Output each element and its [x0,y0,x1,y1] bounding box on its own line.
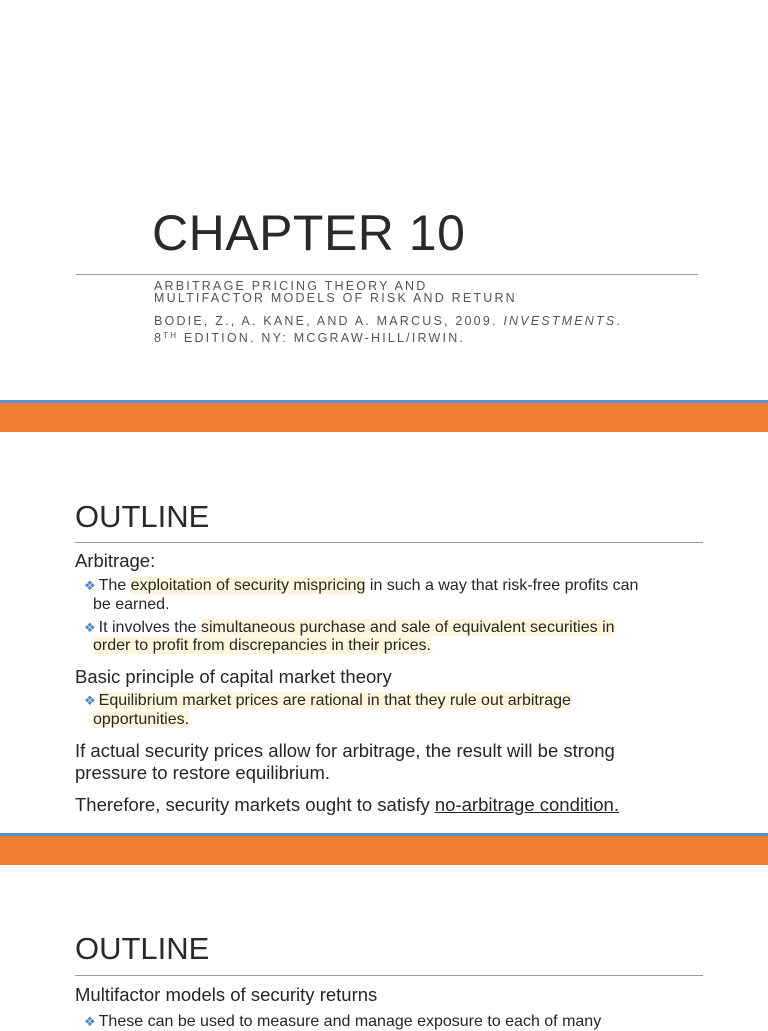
highlight-simultaneous: simultaneous purchase and sale of equivalent securities in [200,619,615,636]
citation-book-title: INVESTMENTS [503,314,617,328]
citation-line [154,315,622,327]
edition-publisher: EDITION. NY: MCGRAW-HILL/IRWIN. [178,331,466,345]
diamond-bullet-icon: ❖ [84,1014,96,1029]
highlight-mispricing: exploitation of security mispricing [130,577,366,594]
subtitle-line-1: ARBITRAGE PRICING THEORY AND [154,279,428,293]
arbitrage-bullet-1-cont: be earned. [93,596,170,613]
principle-heading: Basic principle of capital market theory [75,666,392,687]
no-arbitrage-line: Therefore, security markets ought to satisfy no-arbitrage condition. [75,794,619,815]
edition-number: 8 [154,331,164,345]
outline-divider [75,542,703,543]
outline-title: OUTLINE [75,499,210,534]
outline-title-2: OUTLINE [75,931,210,966]
multifactor-bullet-1: ❖ These can be used to measure and manage exposure to each of many [84,1013,602,1030]
citation-period: . [616,314,623,328]
separator-orange-1 [0,403,768,432]
chapter-title: CHAPTER 10 [152,205,466,261]
arbitrage-bullet-2: ❖ It involves the simultaneous purchase and sale of equivalent securities in [84,619,615,636]
diamond-bullet-icon: ❖ [84,693,96,708]
edition-line [154,330,465,344]
equilibrium-line-2: pressure to restore equilibrium. [75,762,330,783]
diamond-bullet-icon: ❖ [84,578,96,593]
principle-bullet-1-cont: opportunities. [93,711,190,728]
diamond-bullet-icon: ❖ [84,620,96,635]
principle-bullet-1: ❖ Equilibrium market prices are rational in that they rule out arbitrage [84,692,571,709]
separator-orange-2 [0,836,768,865]
subtitle-line-2: MULTIFACTOR MODELS OF RISK AND RETURN [154,291,517,305]
edition-superscript: TH [163,331,179,340]
arbitrage-heading: Arbitrage: [75,550,156,571]
title-divider [76,274,698,275]
outline-divider-2 [75,975,703,976]
no-arbitrage-condition: no-arbitrage condition. [434,794,619,815]
equilibrium-line-1: If actual security prices allow for arbitrage, the result will be strong [75,740,615,761]
multifactor-heading: Multifactor models of security returns [75,984,378,1005]
arbitrage-bullet-2-cont: order to profit from discrepancies in their prices. [93,637,431,654]
citation-authors: BODIE, Z., A. KANE, AND A. MARCUS, 2009. [154,314,504,328]
arbitrage-bullet-1: ❖ The exploitation of security mispricing in such a way that risk-free profits can [84,577,639,594]
